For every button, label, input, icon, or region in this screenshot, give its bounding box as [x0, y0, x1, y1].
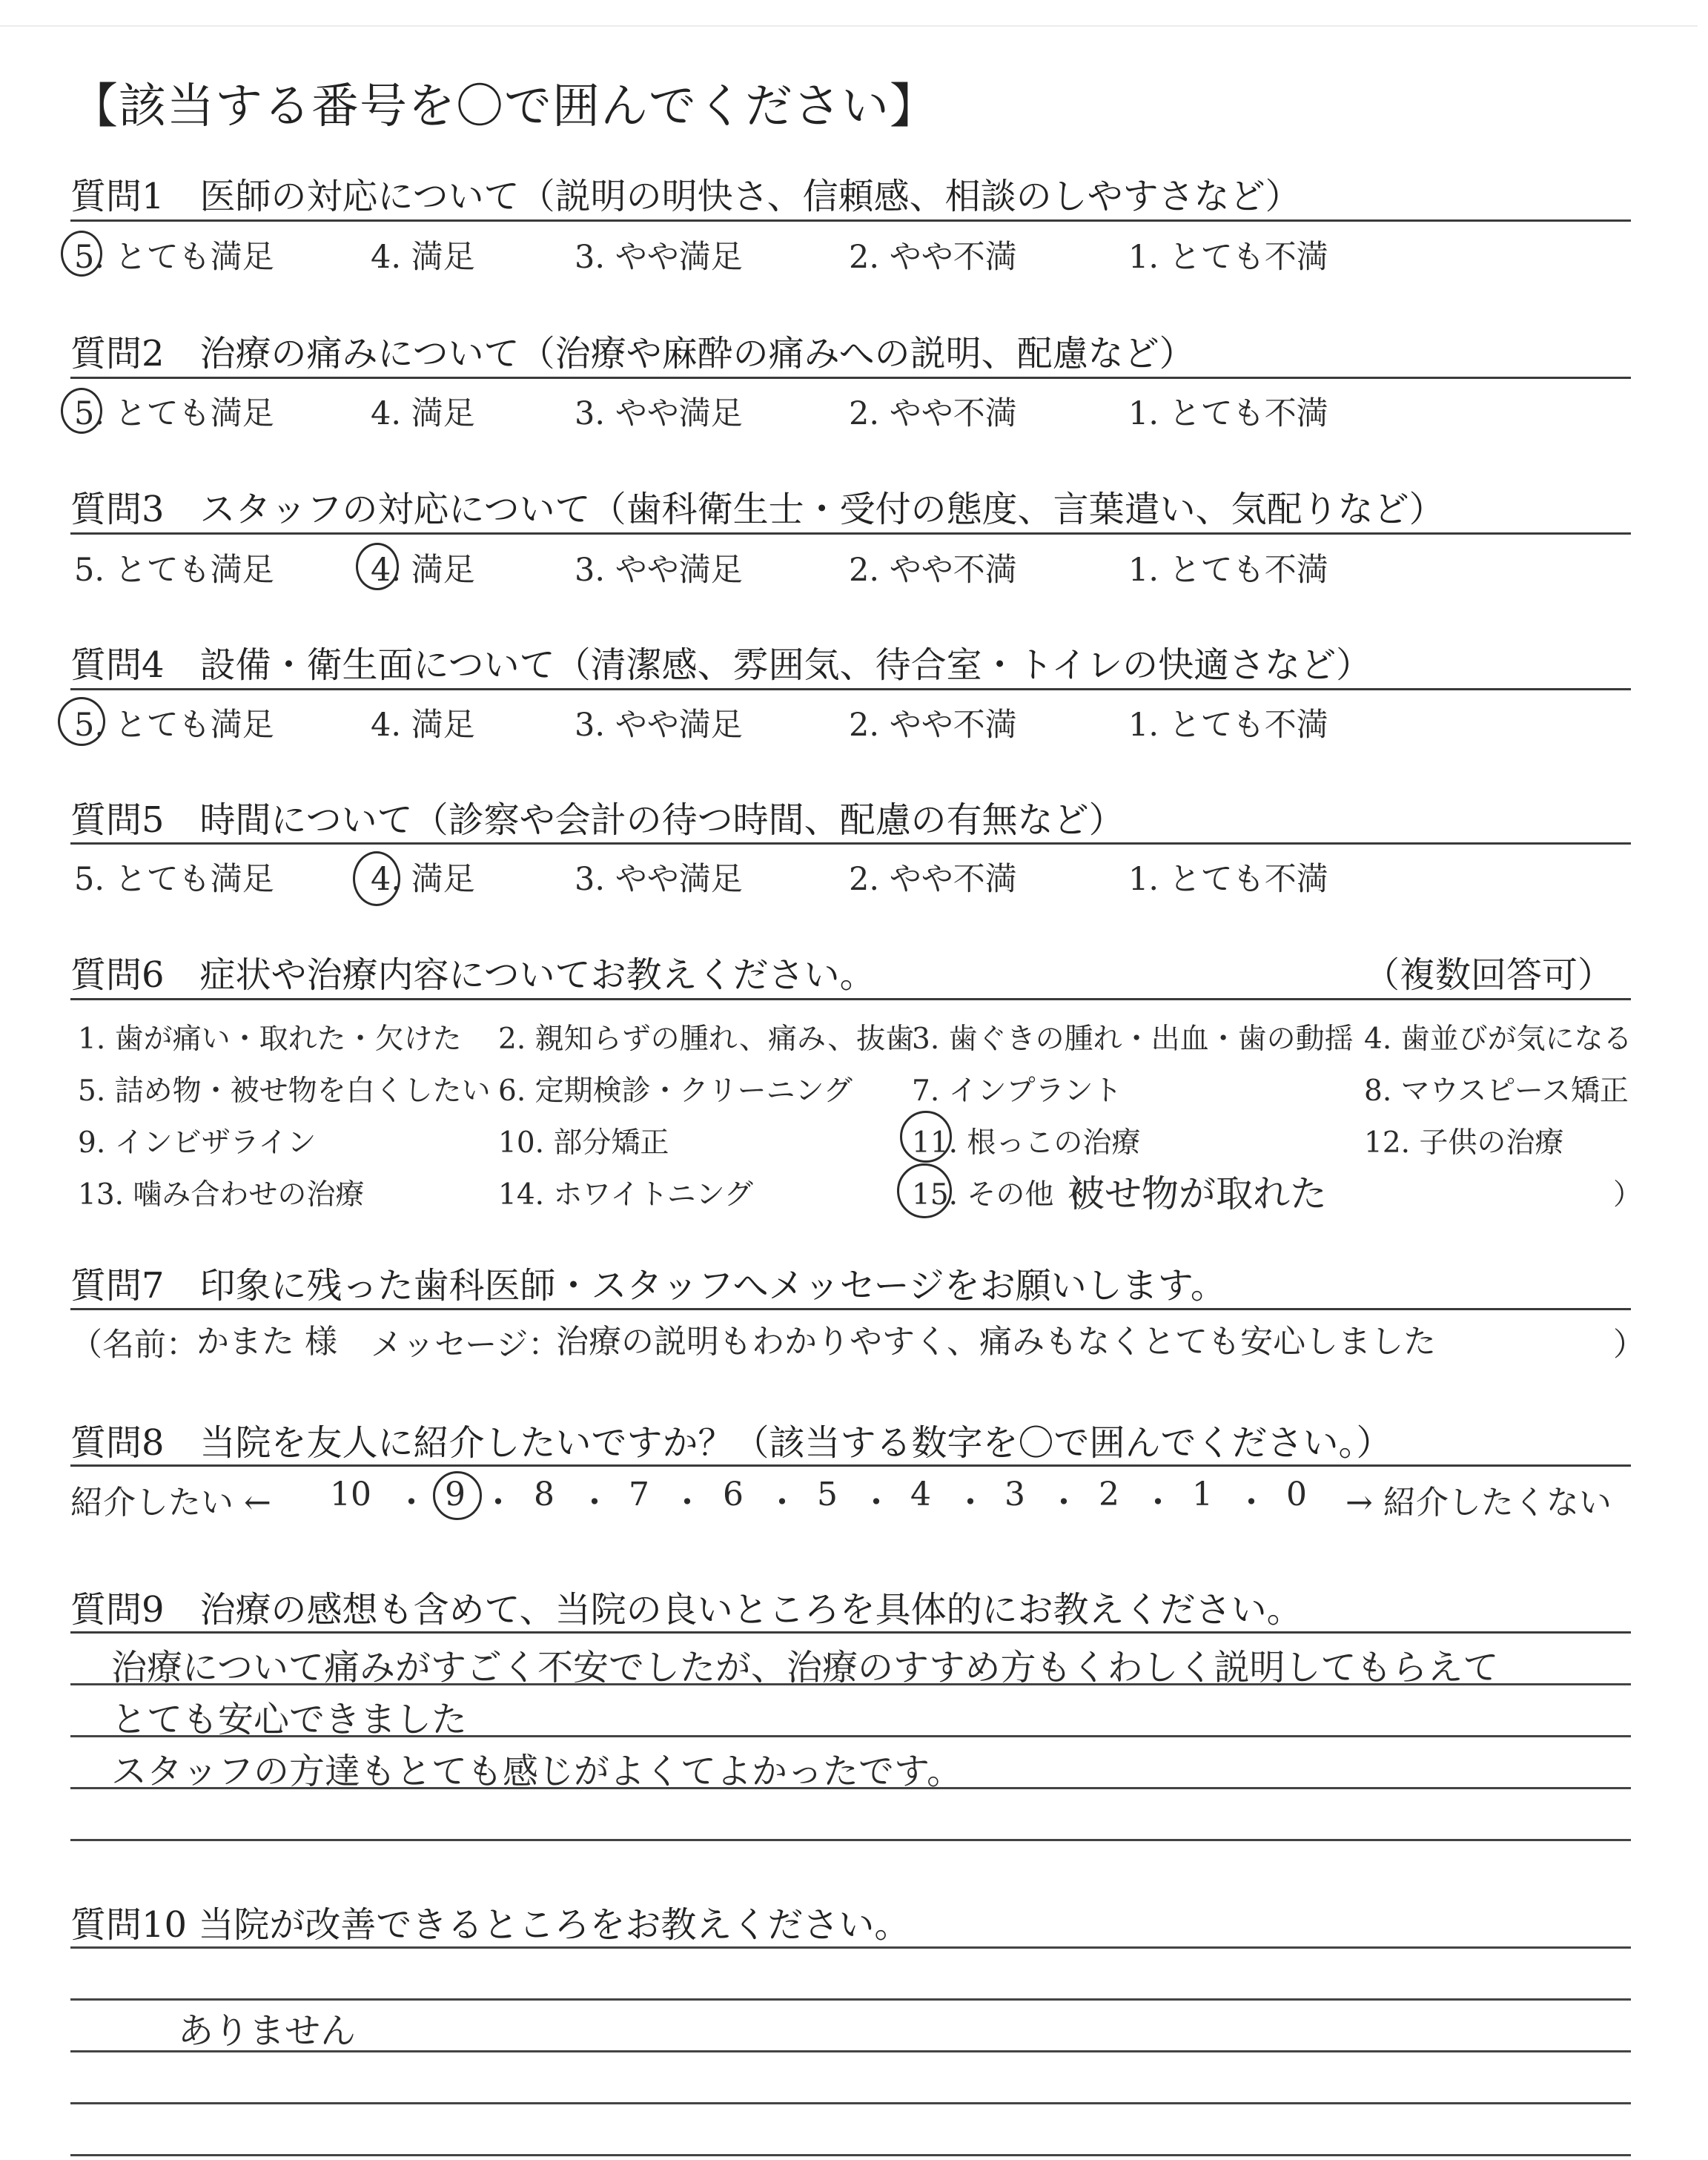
q3-option-2[interactable]: 2. やや不満: [849, 552, 1017, 589]
q3-option-1[interactable]: 1. とても不満: [1128, 552, 1328, 589]
q6-other-handwritten: 被せ物が取れた: [1068, 1172, 1327, 1215]
q10-heading: 質問10 当院が改善できるところをお教えください。: [70, 1904, 910, 1946]
q6-option-15-circle: [897, 1163, 952, 1218]
q6-multiple-answers-note: （複数回答可）: [1364, 954, 1614, 996]
q9-answer-line: [70, 1839, 1631, 1841]
q2-option-4[interactable]: 4. 満足: [371, 395, 475, 432]
q8-separator: ・: [860, 1484, 893, 1522]
q8-scale-6[interactable]: 6: [723, 1476, 744, 1513]
q8-left-label: 紹介したい ←: [70, 1484, 271, 1522]
q1-option-3[interactable]: 3. やや満足: [575, 239, 743, 276]
q5-option-3[interactable]: 3. やや満足: [575, 861, 743, 898]
q10-answer-line: [70, 1946, 1631, 1949]
q8-separator: ・: [954, 1484, 987, 1522]
top-border: [0, 25, 1698, 27]
q8-separator: ・: [1142, 1484, 1174, 1522]
q8-scale-10[interactable]: 10: [330, 1476, 371, 1513]
q8-rule: [70, 1464, 1631, 1467]
q3-option-4[interactable]: 4. 満足: [371, 552, 475, 589]
q6-option-3[interactable]: 3. 歯ぐきの腫れ・出血・歯の動揺: [912, 1023, 1354, 1056]
q5-option-2[interactable]: 2. やや不満: [849, 861, 1017, 898]
q6-option-11-circle: [900, 1111, 952, 1163]
q8-scale-5[interactable]: 5: [817, 1476, 838, 1513]
q8-right-label: → 紹介したくない: [1345, 1484, 1612, 1522]
q2-selection-circle: [61, 388, 102, 434]
q8-scale-7[interactable]: 7: [629, 1476, 649, 1513]
q6-option-11[interactable]: 11. 根っこの治療: [912, 1126, 1141, 1160]
form-instructions-title: 【該当する番号を〇で囲んでください】: [70, 79, 938, 134]
q8-scale-2[interactable]: 2: [1099, 1476, 1119, 1513]
q8-separator: ・: [671, 1484, 704, 1522]
q2-option-5[interactable]: 5. とても満足: [74, 395, 274, 432]
q6-other-close-paren: ）: [1613, 1178, 1643, 1212]
q8-separator: ・: [1047, 1484, 1080, 1522]
q5-rule: [70, 842, 1631, 845]
q1-option-1[interactable]: 1. とても不満: [1128, 239, 1328, 276]
q8-selection-circle: [433, 1471, 482, 1520]
q4-option-3[interactable]: 3. やや満足: [575, 707, 743, 744]
q6-option-2[interactable]: 2. 親知らずの腫れ、痛み、抜歯: [498, 1023, 915, 1056]
q7-heading: 質問7 印象に残った歯科医師・スタッフへメッセージをお願いします。: [70, 1265, 1226, 1307]
q10-answer-line: [70, 1998, 1631, 2001]
q8-separator: ・: [578, 1484, 611, 1522]
q8-scale-8[interactable]: 8: [534, 1476, 555, 1513]
q4-option-5[interactable]: 5. とても満足: [74, 707, 274, 744]
q9-answer-line-2: とても安心できました: [111, 1699, 468, 1740]
q9-heading: 質問9 治療の感想も含めて、当院の良いところを具体的にお教えください。: [70, 1589, 1302, 1631]
q8-scale-9[interactable]: 9: [445, 1476, 466, 1513]
q8-separator: ・: [482, 1484, 514, 1522]
q3-heading: 質問3 スタッフの対応について（歯科衛生士・受付の態度、言葉遣い、気配りなど）: [70, 489, 1445, 530]
q7-message-handwritten: 治療の説明もわかりやすく、痛みもなくとても安心しました: [556, 1323, 1437, 1361]
q2-heading: 質問2 治療の痛みについて（治療や麻酔の痛みへの説明、配慮など）: [70, 333, 1195, 374]
q6-rule: [70, 998, 1631, 1000]
q7-name-handwritten: かまた 様: [196, 1323, 337, 1361]
q1-option-5[interactable]: 5. とても満足: [74, 239, 274, 276]
q5-option-4[interactable]: 4. 満足: [371, 861, 475, 898]
q6-option-13[interactable]: 13. 噛み合わせの治療: [78, 1178, 365, 1212]
q5-option-1[interactable]: 1. とても不満: [1128, 861, 1328, 898]
q9-answer-line-1: 治療について痛みがすごく不安でしたが、治療のすすめ方もくわしく説明してもらえて: [111, 1647, 1499, 1688]
q8-scale-1[interactable]: 1: [1192, 1476, 1213, 1513]
q6-option-1[interactable]: 1. 歯が痛い・取れた・欠けた: [78, 1023, 462, 1056]
q8-scale-0[interactable]: 0: [1286, 1476, 1307, 1513]
q8-separator: ・: [766, 1484, 798, 1522]
q6-option-6[interactable]: 6. 定期検診・クリーニング: [498, 1074, 853, 1108]
q7-rule: [70, 1308, 1631, 1310]
q2-rule: [70, 377, 1631, 379]
q5-option-5[interactable]: 5. とても満足: [74, 861, 274, 898]
q9-rule: [70, 1631, 1631, 1634]
q8-heading: 質問8 当院を友人に紹介したいですか？（該当する数字を〇で囲んでください。）: [70, 1422, 1392, 1464]
q2-option-3[interactable]: 3. やや満足: [575, 395, 743, 432]
q5-heading: 質問5 時間について（診察や会計の待つ時間、配慮の有無など）: [70, 799, 1125, 841]
q6-option-15[interactable]: 15. その他（: [912, 1178, 1083, 1212]
q6-option-12[interactable]: 12. 子供の治療: [1364, 1126, 1564, 1160]
q8-scale-4[interactable]: 4: [910, 1476, 931, 1513]
q9-answer-line-3: スタッフの方達もとても感じがよくてよかったです。: [111, 1751, 963, 1792]
q10-answer-line-2: ありません: [178, 2010, 357, 2052]
q3-option-3[interactable]: 3. やや満足: [575, 552, 743, 589]
q4-option-2[interactable]: 2. やや不満: [849, 707, 1017, 744]
q10-answer-line: [70, 2102, 1631, 2104]
q10-answer-line: [70, 2154, 1631, 2156]
q6-option-8[interactable]: 8. マウスピース矯正: [1364, 1074, 1629, 1108]
q7-name-label: （名前：: [70, 1327, 198, 1364]
q6-option-4[interactable]: 4. 歯並びが気になる: [1364, 1023, 1632, 1056]
q4-option-1[interactable]: 1. とても不満: [1128, 707, 1328, 744]
q3-option-5[interactable]: 5. とても満足: [74, 552, 274, 589]
q2-option-1[interactable]: 1. とても不満: [1128, 395, 1328, 432]
q6-option-7[interactable]: 7. インプラント: [912, 1074, 1122, 1108]
q3-rule: [70, 532, 1631, 535]
q1-option-4[interactable]: 4. 満足: [371, 239, 475, 276]
q4-option-4[interactable]: 4. 満足: [371, 707, 475, 744]
q1-selection-circle: [61, 231, 102, 277]
q5-selection-circle: [353, 851, 400, 906]
q1-option-2[interactable]: 2. やや不満: [849, 239, 1017, 276]
q4-rule: [70, 688, 1631, 690]
q6-option-9[interactable]: 9. インビザライン: [78, 1126, 317, 1160]
q1-rule: [70, 219, 1631, 222]
q1-heading: 質問1 医師の対応について（説明の明快さ、信頼感、相談のしやすさなど）: [70, 176, 1301, 217]
q6-option-14[interactable]: 14. ホワイトニング: [498, 1178, 753, 1212]
q8-separator: ・: [395, 1484, 428, 1522]
q2-option-2[interactable]: 2. やや不満: [849, 395, 1017, 432]
q7-message-label: メッセージ：: [371, 1327, 560, 1364]
q3-selection-circle: [356, 543, 399, 590]
q6-option-10[interactable]: 10. 部分矯正: [498, 1126, 669, 1160]
q4-heading: 質問4 設備・衛生面について（清潔感、雰囲気、待合室・トイレの快適さなど）: [70, 644, 1372, 686]
q7-close-paren: ）: [1613, 1327, 1645, 1364]
q4-selection-circle: [58, 697, 105, 746]
q8-separator: ・: [1235, 1484, 1268, 1522]
q8-scale-3[interactable]: 3: [1004, 1476, 1025, 1513]
q6-heading: 質問6 症状や治療内容についてお教えください。: [70, 954, 875, 996]
q6-option-5[interactable]: 5. 詰め物・被せ物を白くしたい: [78, 1074, 491, 1108]
